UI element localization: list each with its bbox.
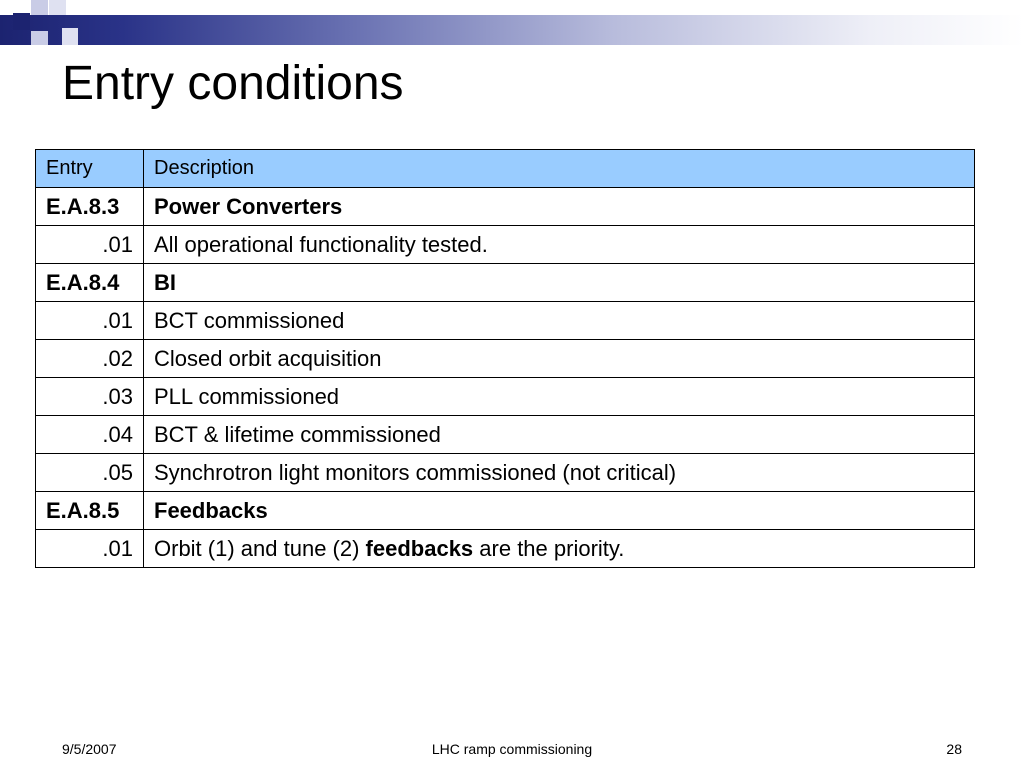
table-row-section (36, 188, 975, 226)
decorative-square-light (49, 0, 66, 15)
description-cell: Power Converters (144, 188, 975, 226)
footer-title: LHC ramp commissioning (431, 741, 593, 757)
description-emphasis: feedbacks (365, 535, 474, 561)
entry-conditions-table (35, 149, 975, 568)
table-header-row (36, 150, 975, 188)
entry-cell: .03 (36, 378, 144, 416)
entry-cell: .01 (36, 226, 144, 264)
slide-title: Entry conditions (62, 57, 404, 110)
description-cell: Closed orbit acquisition (144, 340, 975, 378)
table-row (36, 340, 975, 378)
table-row (36, 378, 975, 416)
entry-cell: E.A.8.3 (36, 188, 144, 226)
header-gradient-bar (0, 15, 1024, 45)
decorative-square-light (62, 28, 78, 45)
entry-cell: .05 (36, 454, 144, 492)
description-cell: PLL commissioned (144, 378, 975, 416)
decorative-square-light (31, 31, 48, 45)
table-row-section (36, 492, 975, 530)
description-cell: BCT & lifetime commissioned (144, 416, 975, 454)
decorative-square-light (31, 0, 48, 15)
description-cell: All operational functionality tested. (144, 226, 975, 264)
description-cell (144, 530, 975, 568)
description-cell: Synchrotron light monitors commissioned (not critical) (144, 454, 975, 492)
table-row-section (36, 264, 975, 302)
decorative-square-dark (13, 13, 30, 30)
footer-date: 9/5/2007 (62, 741, 117, 757)
entry-cell: .01 (36, 530, 144, 568)
description-text: are the priority. (473, 535, 625, 561)
entry-cell: .02 (36, 340, 144, 378)
description-cell: BI (144, 264, 975, 302)
column-header-description: Description (144, 150, 975, 188)
entry-cell: E.A.8.4 (36, 264, 144, 302)
table-row (36, 454, 975, 492)
description-cell: Feedbacks (144, 492, 975, 530)
table-row (36, 226, 975, 264)
column-header-entry: Entry (36, 150, 144, 188)
table-row (36, 302, 975, 340)
entry-cell: .01 (36, 302, 144, 340)
table-row (36, 530, 975, 568)
page-number: 28 (946, 741, 962, 757)
table-row (36, 416, 975, 454)
description-cell: BCT commissioned (144, 302, 975, 340)
description-text: Orbit (1) and tune (2) (154, 535, 366, 561)
entry-cell: .04 (36, 416, 144, 454)
entry-cell: E.A.8.5 (36, 492, 144, 530)
